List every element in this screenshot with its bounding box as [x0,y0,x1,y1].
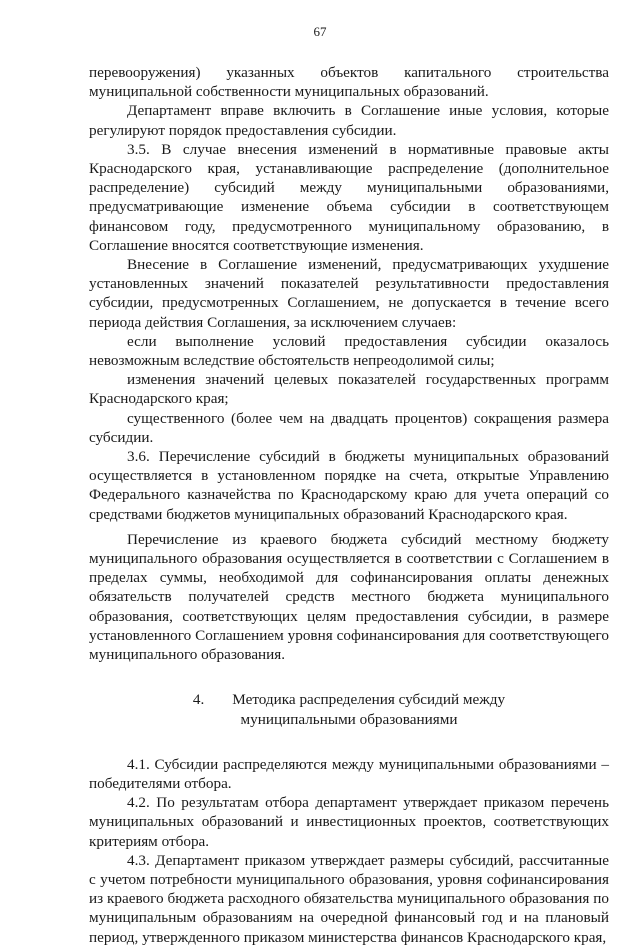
paragraph: 3.6. Перечисление субсидий в бюджеты муниципальных образований осуществляется в установленном порядке на счета, открытые Управлению Федерального казначейства по Краснодарскому краю для учета операций со средствами бюджетов муниципальных образований Краснодарского края. [89,448,609,523]
paragraph: Внесение в Соглашение изменений, предусматривающих ухудшение установленных значений показателей результативности предоставления субсидии, предусмотренных Соглашением, не допускается в течение всего периода действия Соглашения, за исключением случаев: [89,256,609,331]
section-number: 4. [192,691,205,709]
paragraph: если выполнение условий предоставления субсидии оказалось невозможным вследствие обстоятельств непреодолимой силы; [89,332,609,370]
section-title-line1: Методика распределения субсидий между [232,691,506,709]
section-heading [89,690,609,728]
paragraph: перевооружения) указанных объектов капитального строительства муниципальной собственности муниципальных образований. [89,64,609,101]
paragraph: 4.2. По результатам отбора департамент утверждает приказом перечень муниципальных образований и инвестиционных проектов, соответствующих критериям отбора. [89,794,609,850]
paragraph: 4.1. Субсидии распределяются между муниципальными образованиями – победителями отбора. [89,755,609,792]
page-number: 67 [313,24,327,39]
paragraph: 3.5. В случае внесения изменений в нормативные правовые акты Краснодарского края, устанавливающие распределение (дополнительное распределение) субсидий между муниципальными образованиями, предусматривающие изменение объема субсидии в соответствующем финансовом году, предусмотренного муниципальному образованию, в Соглашение вносятся соответствующие изменения. [89,140,609,254]
document-body [89,63,609,947]
paragraph: 4.3. Департамент приказом утверждает размеры субсидий, рассчитанные с учетом потребности муниципального образования, уровня софинансирования из краевого бюджета расходного обязательства муниципального образования по муниципальным образованиям на очередной финансовый год и на плановый период, утвержденного приказом министерства финансов Краснодарского края, [89,851,609,946]
paragraph: Перечисление из краевого бюджета субсидий местному бюджету муниципального образования осуществляется в соответствии с Соглашением в пределах суммы, необходимой для софинансирования оплаты денежных обязательств получателей средств местного бюджета муниципального образования, соответствующих целям предоставления субсидии, в размере установленного Соглашением уровня софинансирования для соответствующего муниципального образования. [89,530,609,664]
paragraph: Департамент вправе включить в Соглашение иные условия, которые регулируют порядок предоставления субсидии. [89,102,609,139]
section-title-line2: муниципальными образованиями [240,710,458,728]
section-4-text [89,755,609,947]
paragraph: существенного (более чем на двадцать процентов) сокращения размера субсидии. [89,409,609,446]
section-3-text [89,63,609,664]
paragraph: изменения значений целевых показателей государственных программ Краснодарского края; [89,371,609,408]
